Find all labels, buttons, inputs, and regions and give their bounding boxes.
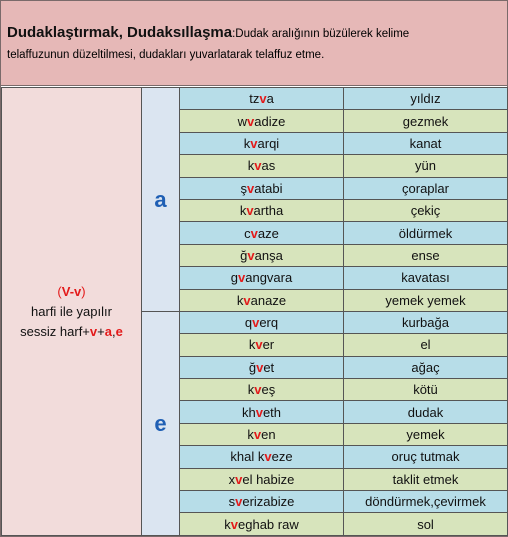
translation-cell: çekiç	[344, 199, 508, 221]
rule-line-3-plus: +	[97, 323, 105, 339]
word-prefix: khal k	[230, 449, 265, 465]
word-highlight-letter: v	[230, 516, 238, 532]
translation-cell: öldürmek	[344, 222, 508, 244]
word-prefix: kh	[241, 404, 256, 420]
word-highlight-letter: v	[247, 180, 255, 196]
translation-cell: yemek yemek	[344, 289, 508, 311]
word-cell	[180, 401, 344, 423]
word-suffix: artha	[253, 203, 284, 219]
word-cell	[180, 423, 344, 445]
word-cell	[180, 491, 344, 513]
rule-line-3-a: a	[104, 323, 112, 339]
word-table	[1, 87, 508, 536]
word-cell	[180, 468, 344, 490]
translation-cell: kurbağa	[344, 311, 508, 333]
translation-cell: el	[344, 334, 508, 356]
rule-line-2: harfi ile yapılır	[31, 303, 112, 319]
translation-cell: çoraplar	[344, 177, 508, 199]
rule-paren-open: (	[57, 283, 62, 299]
word-cell	[180, 199, 344, 221]
translation-cell: yıldız	[344, 88, 508, 110]
rule-line-3	[2, 322, 141, 342]
rule-line-3-prefix: sessiz harf+	[20, 323, 90, 339]
word-cell	[180, 222, 344, 244]
rule-line-3-e: e	[115, 323, 123, 339]
word-highlight-letter: v	[256, 359, 264, 375]
word-cell	[180, 267, 344, 289]
word-prefix: s	[228, 494, 236, 510]
word-table-body	[2, 88, 508, 536]
word-suffix: adize	[254, 113, 286, 129]
word-suffix: arqi	[257, 135, 280, 151]
word-prefix: k	[248, 337, 256, 353]
rule-line-1	[2, 282, 141, 302]
translation-cell: kavatası	[344, 267, 508, 289]
rule-line-3-v: v	[89, 323, 98, 339]
word-suffix: erq	[259, 315, 279, 331]
word-highlight-letter: v	[238, 270, 246, 286]
description-line-2: telaffuzunun düzeltilmesi, dudakları yuvarlatarak telaffuz etme.	[7, 49, 325, 61]
word-highlight-letter: v	[254, 382, 262, 398]
word-suffix: en	[261, 427, 276, 443]
vowel-cell-a: a	[142, 88, 180, 312]
word-suffix: aze	[257, 225, 279, 241]
rule-line-3-comma: ,	[111, 323, 116, 339]
word-highlight-letter: v	[247, 247, 255, 263]
word-suffix: a	[266, 91, 274, 107]
vowel-cell-e: e	[142, 311, 180, 535]
word-cell	[180, 334, 344, 356]
translation-cell: yün	[344, 155, 508, 177]
word-highlight-letter: v	[264, 449, 272, 465]
word-cell	[180, 311, 344, 333]
word-suffix: eghab raw	[238, 516, 299, 532]
rule-code: V-v	[61, 283, 82, 299]
word-highlight-letter: v	[250, 225, 258, 241]
translation-cell: döndürmek,çevirmek	[344, 491, 508, 513]
word-prefix: tz	[249, 91, 260, 107]
translation-cell: taklit etmek	[344, 468, 508, 490]
translation-cell: kanat	[344, 132, 508, 154]
translation-cell: ağaç	[344, 356, 508, 378]
word-cell	[180, 244, 344, 266]
word-prefix: g	[230, 270, 238, 286]
word-prefix: k	[236, 292, 244, 308]
word-suffix: et	[263, 359, 275, 375]
word-cell	[180, 289, 344, 311]
word-prefix: ğ	[240, 247, 248, 263]
word-suffix: eze	[271, 449, 293, 465]
rule-paren-close: )	[81, 283, 86, 299]
word-prefix: ş	[240, 180, 248, 196]
word-suffix: el habize	[242, 471, 295, 487]
word-highlight-letter: v	[243, 292, 251, 308]
word-cell	[180, 446, 344, 468]
word-prefix: k	[247, 158, 255, 174]
word-cell	[180, 155, 344, 177]
word-cell	[180, 379, 344, 401]
word-highlight-letter: v	[255, 337, 263, 353]
rule-cell	[2, 88, 142, 536]
translation-cell: gezmek	[344, 110, 508, 132]
translation-cell: kötü	[344, 379, 508, 401]
word-highlight-letter: v	[252, 315, 260, 331]
translation-cell: ense	[344, 244, 508, 266]
description-line-1: :Dudak aralığının büzülerek kelime	[232, 28, 410, 40]
word-highlight-letter: v	[254, 158, 262, 174]
word-suffix: anşa	[254, 247, 283, 263]
word-highlight-letter: v	[259, 91, 267, 107]
translation-cell: yemek	[344, 423, 508, 445]
word-prefix: ğ	[248, 359, 257, 375]
word-prefix: c	[244, 225, 251, 241]
word-cell	[180, 177, 344, 199]
word-prefix: k	[247, 427, 254, 443]
word-highlight-letter: v	[250, 135, 258, 151]
word-prefix: k	[247, 382, 255, 398]
word-highlight-letter: v	[235, 494, 243, 510]
word-prefix: k	[243, 135, 251, 151]
word-highlight-letter: v	[253, 427, 262, 443]
translation-cell: dudak	[344, 401, 508, 423]
word-prefix: q	[244, 315, 253, 331]
word-prefix: w	[237, 113, 248, 129]
word-suffix: as	[261, 158, 276, 174]
word-suffix: erizabize	[242, 494, 295, 510]
table-row	[2, 88, 508, 110]
word-highlight-letter: v	[255, 404, 263, 420]
word-prefix: x	[228, 471, 236, 487]
word-suffix: atabi	[254, 180, 283, 196]
word-suffix: anaze	[250, 292, 287, 308]
word-prefix: k	[239, 203, 247, 219]
word-suffix: eth	[262, 404, 282, 420]
word-cell	[180, 356, 344, 378]
page-title: Dudaklaştırmak, Dudaksıllaşma	[7, 24, 233, 41]
word-cell	[180, 132, 344, 154]
word-prefix: k	[224, 516, 231, 532]
word-suffix: eş	[261, 382, 276, 398]
translation-cell: sol	[344, 513, 508, 536]
word-cell	[180, 513, 344, 536]
word-highlight-letter: v	[247, 113, 255, 129]
word-highlight-letter: v	[246, 203, 254, 219]
word-highlight-letter: v	[235, 471, 243, 487]
word-suffix: er	[262, 337, 275, 353]
translation-cell: oruç tutmak	[344, 446, 508, 468]
word-cell	[180, 88, 344, 110]
word-cell	[180, 110, 344, 132]
page-header	[1, 1, 507, 86]
word-suffix: angvara	[245, 270, 293, 286]
